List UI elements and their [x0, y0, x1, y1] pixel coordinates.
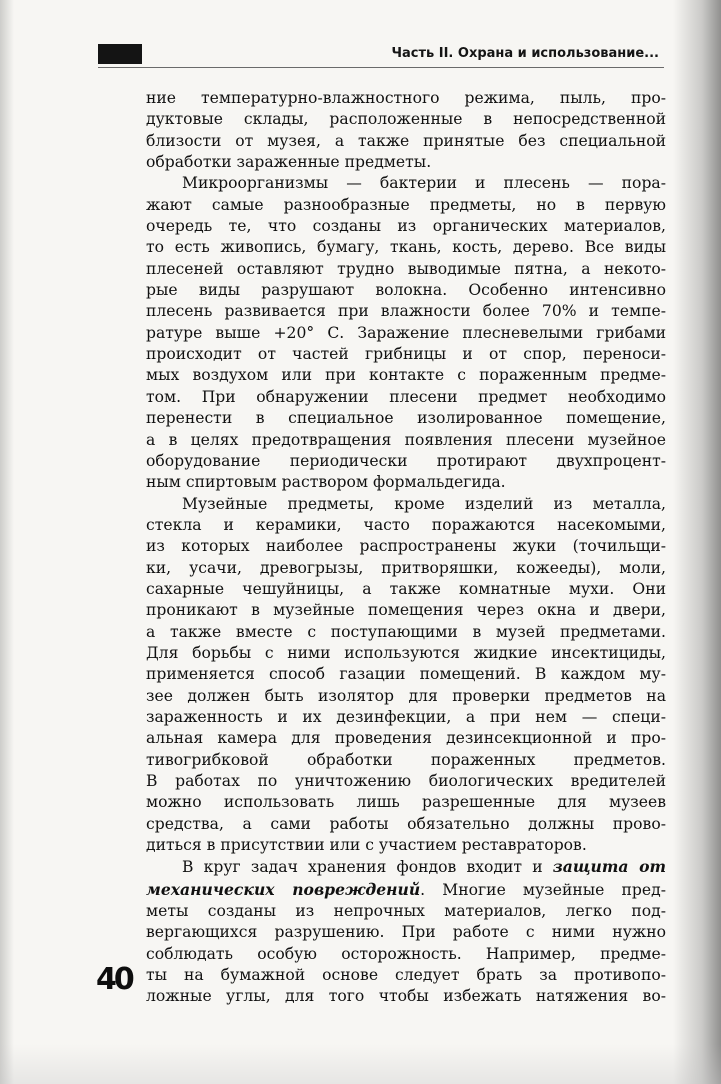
emphasis-text: защита от: [552, 857, 667, 877]
text-line: очередь те, что созданы из органических материалов,: [146, 217, 666, 236]
text-line: плесень развивается при влажности более 70% и темпе-: [146, 302, 666, 321]
text-line: перенести в специальное изолированное помещение,: [146, 409, 666, 428]
text-line: рые виды разрушают волокна. Особенно интенсивно: [146, 281, 666, 300]
page-right-shadow: [673, 0, 721, 1084]
text-line: близости от музея, а также принятые без специальной: [146, 131, 666, 150]
text-line: плесеней оставляют трудно выводимые пятна, а некото-: [146, 259, 666, 278]
emphasis-text: механических повреждений: [146, 879, 421, 899]
text-line: сахарные чешуйницы, а также комнатные мухи. Они: [146, 579, 666, 598]
text-line: Микроорганизмы — бактерии и плесень — пора-: [182, 174, 666, 193]
text-line: можно использовать лишь разрешенные для музеев: [146, 793, 666, 812]
text-line: мых воздухом или при контакте с пораженным предме-: [146, 366, 666, 385]
page-bottom-shade: [0, 1044, 721, 1084]
text-line: ки, усачи, древогрызы, притворяшки, кожееды), моли,: [146, 558, 666, 577]
text-line-with-emphasis: [146, 856, 666, 878]
text-line: Музейные предметы, кроме изделий из металла,: [182, 494, 666, 513]
text-line: обработки зараженные предметы.: [146, 153, 432, 172]
text-line: ложные углы, для того чтобы избежать натяжения во-: [146, 987, 666, 1006]
text-line: проникают в музейные помещения через окна и двери,: [146, 601, 666, 620]
text-run: В круг задач хранения фондов входит и: [182, 858, 553, 877]
text-run: . Многие музейные пред-: [420, 880, 666, 899]
text-line: зараженность и их дезинфекции, а при нем — специ-: [146, 707, 666, 726]
text-line: В работах по уничтожению биологических вредителей: [146, 772, 666, 790]
text-line: диться в присутствии или с участием реставраторов.: [146, 836, 587, 855]
text-line: том. При обнаружении плесени предмет необходимо: [146, 387, 666, 406]
text-line: вергающихся разрушению. При работе с ними нужно: [146, 923, 666, 942]
running-head: Часть II. Охрана и использование...: [391, 46, 659, 61]
text-line: дуктовые склады, расположенные в непосредственной: [146, 110, 666, 129]
text-line: зее должен быть изолятор для проверки предметов на: [146, 686, 666, 705]
text-line: меты созданы из непрочных материалов, легко под-: [146, 902, 666, 921]
text-line: ным спиртовым раствором формальдегида.: [146, 473, 506, 492]
page-number: 40: [96, 962, 132, 997]
text-line: из которых наиболее распространены жуки (точильщи-: [146, 537, 666, 556]
text-line: тивогрибковой обработки пораженных предметов.: [146, 750, 666, 769]
text-line: жают самые разнообразные предметы, но в первую: [146, 195, 666, 214]
text-line: оборудование периодически протирают двухпроцент-: [146, 451, 666, 470]
text-line: происходит от частей грибницы и от спор, переноси-: [146, 345, 666, 364]
text-line: ратуре выше +20° С. Заражение плесневелыми грибами: [146, 323, 666, 342]
text-line: а также вместе с поступающими в музей предметами.: [146, 622, 666, 641]
text-line: альная камера для проведения дезинсекционной и про-: [146, 729, 666, 748]
text-line: ты на бумажной основе следует брать за противопо-: [146, 966, 666, 985]
header-black-bar: [98, 44, 142, 64]
text-line: применяется способ газации помещений. В каждом му-: [146, 665, 666, 684]
page-left-shadow: [0, 0, 14, 1084]
header-rule: [98, 67, 664, 68]
text-line: а в целях предотвращения появления плесени музейное: [146, 430, 666, 449]
text-line: стекла и керамики, часто поражаются насекомыми,: [146, 515, 666, 534]
text-line: ние температурно-влажностного режима, пыль, про-: [146, 89, 666, 107]
body-text: [146, 88, 666, 1008]
text-line: то есть живопись, бумагу, ткань, кость, дерево. Все виды: [146, 238, 666, 257]
text-line-with-emphasis: [146, 879, 666, 901]
text-line: Для борьбы с ними используются жидкие инсектициды,: [146, 643, 666, 662]
text-line: соблюдать особую осторожность. Например, предме-: [146, 944, 666, 963]
text-line: средства, а сами работы обязательно должны прово-: [146, 814, 666, 833]
